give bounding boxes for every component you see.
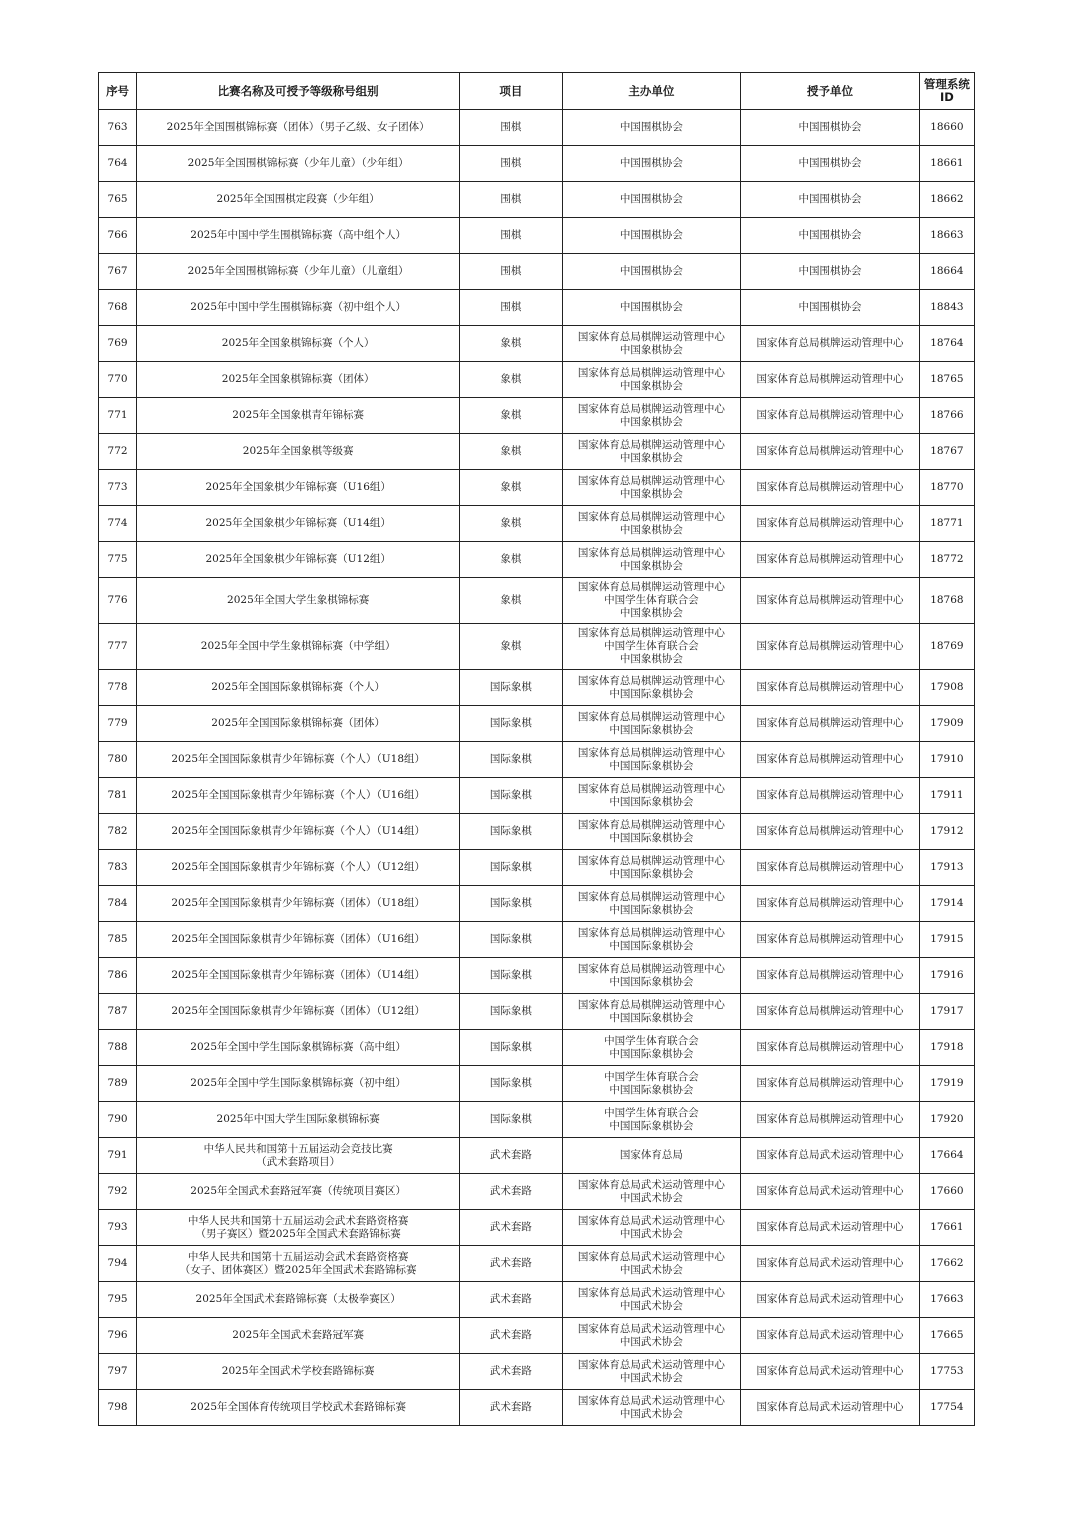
- cell-organizer: 国家体育总局棋牌运动管理中心 中国国际象棋协会: [562, 994, 741, 1030]
- cell-event-name: 2025年全国武术学校套路锦标赛: [137, 1354, 460, 1390]
- cell-grantor: 国家体育总局棋牌运动管理中心: [741, 398, 920, 434]
- cell-no: 780: [99, 742, 137, 778]
- cell-no: 767: [99, 254, 137, 290]
- cell-no: 775: [99, 542, 137, 578]
- cell-organizer: 国家体育总局武术运动管理中心 中国武术协会: [562, 1210, 741, 1246]
- cell-grantor: 国家体育总局棋牌运动管理中心: [741, 470, 920, 506]
- table-row: [99, 922, 975, 958]
- cell-system-id: 18766: [919, 398, 974, 434]
- table-row: [99, 218, 975, 254]
- cell-sport: 武术套路: [460, 1354, 562, 1390]
- cell-organizer: 国家体育总局棋牌运动管理中心 中国国际象棋协会: [562, 922, 741, 958]
- cell-sport: 围棋: [460, 218, 562, 254]
- cell-no: 784: [99, 886, 137, 922]
- table-row: [99, 578, 975, 624]
- cell-grantor: 国家体育总局棋牌运动管理中心: [741, 670, 920, 706]
- cell-grantor: 国家体育总局棋牌运动管理中心: [741, 1066, 920, 1102]
- table-row: [99, 182, 975, 218]
- cell-grantor: 国家体育总局武术运动管理中心: [741, 1282, 920, 1318]
- table-row: [99, 398, 975, 434]
- cell-no: 773: [99, 470, 137, 506]
- header-organizer: 主办单位: [562, 73, 741, 110]
- cell-sport: 国际象棋: [460, 814, 562, 850]
- cell-sport: 象棋: [460, 362, 562, 398]
- cell-no: 772: [99, 434, 137, 470]
- cell-sport: 国际象棋: [460, 1066, 562, 1102]
- cell-sport: 象棋: [460, 624, 562, 670]
- cell-sport: 国际象棋: [460, 994, 562, 1030]
- cell-sport: 国际象棋: [460, 670, 562, 706]
- table-row: [99, 886, 975, 922]
- table-row: [99, 506, 975, 542]
- cell-event-name: 2025年全国象棋等级赛: [137, 434, 460, 470]
- cell-system-id: 18843: [919, 290, 974, 326]
- cell-event-name: 2025年中国大学生国际象棋锦标赛: [137, 1102, 460, 1138]
- cell-system-id: 17920: [919, 1102, 974, 1138]
- cell-no: 768: [99, 290, 137, 326]
- cell-organizer: 国家体育总局棋牌运动管理中心 中国象棋协会: [562, 398, 741, 434]
- cell-organizer: 中国围棋协会: [562, 110, 741, 146]
- cell-grantor: 国家体育总局武术运动管理中心: [741, 1354, 920, 1390]
- table-row: [99, 1174, 975, 1210]
- cell-system-id: 18663: [919, 218, 974, 254]
- cell-system-id: 18660: [919, 110, 974, 146]
- cell-system-id: 17910: [919, 742, 974, 778]
- cell-grantor: 中国围棋协会: [741, 254, 920, 290]
- table-row: [99, 434, 975, 470]
- cell-system-id: 17660: [919, 1174, 974, 1210]
- cell-no: 797: [99, 1354, 137, 1390]
- cell-sport: 象棋: [460, 506, 562, 542]
- cell-grantor: 国家体育总局棋牌运动管理中心: [741, 326, 920, 362]
- cell-organizer: 中国学生体育联合会 中国国际象棋协会: [562, 1030, 741, 1066]
- cell-sport: 国际象棋: [460, 922, 562, 958]
- cell-event-name: 2025年全国大学生象棋锦标赛: [137, 578, 460, 624]
- cell-organizer: 国家体育总局武术运动管理中心 中国武术协会: [562, 1246, 741, 1282]
- cell-event-name: 中华人民共和国第十五届运动会武术套路资格赛 （男子赛区）暨2025年全国武术套路锦标赛: [137, 1210, 460, 1246]
- table-row: [99, 994, 975, 1030]
- cell-sport: 围棋: [460, 182, 562, 218]
- cell-system-id: 18767: [919, 434, 974, 470]
- cell-event-name: 2025年全国国际象棋青少年锦标赛（个人）（U14组）: [137, 814, 460, 850]
- cell-sport: 国际象棋: [460, 1030, 562, 1066]
- cell-grantor: 中国围棋协会: [741, 110, 920, 146]
- cell-system-id: 17665: [919, 1318, 974, 1354]
- cell-grantor: 国家体育总局武术运动管理中心: [741, 1210, 920, 1246]
- cell-sport: 象棋: [460, 542, 562, 578]
- cell-no: 770: [99, 362, 137, 398]
- cell-event-name: 2025年全国围棋定段赛（少年组）: [137, 182, 460, 218]
- cell-no: 796: [99, 1318, 137, 1354]
- cell-no: 766: [99, 218, 137, 254]
- cell-no: 793: [99, 1210, 137, 1246]
- cell-system-id: 17753: [919, 1354, 974, 1390]
- cell-system-id: 17661: [919, 1210, 974, 1246]
- table-row: [99, 958, 975, 994]
- cell-event-name: 2025年中国中学生围棋锦标赛（初中组个人）: [137, 290, 460, 326]
- cell-system-id: 17663: [919, 1282, 974, 1318]
- cell-no: 787: [99, 994, 137, 1030]
- cell-no: 785: [99, 922, 137, 958]
- table-row: [99, 290, 975, 326]
- cell-grantor: 国家体育总局棋牌运动管理中心: [741, 922, 920, 958]
- cell-no: 798: [99, 1390, 137, 1426]
- cell-grantor: 国家体育总局棋牌运动管理中心: [741, 1030, 920, 1066]
- events-table: [98, 72, 975, 1426]
- cell-system-id: 18664: [919, 254, 974, 290]
- cell-grantor: 国家体育总局棋牌运动管理中心: [741, 578, 920, 624]
- cell-organizer: 国家体育总局棋牌运动管理中心 中国国际象棋协会: [562, 742, 741, 778]
- cell-grantor: 国家体育总局棋牌运动管理中心: [741, 850, 920, 886]
- cell-system-id: 17664: [919, 1138, 974, 1174]
- cell-sport: 象棋: [460, 578, 562, 624]
- cell-event-name: 中华人民共和国第十五届运动会竞技比赛 （武术套路项目）: [137, 1138, 460, 1174]
- cell-grantor: 国家体育总局棋牌运动管理中心: [741, 362, 920, 398]
- cell-grantor: 国家体育总局棋牌运动管理中心: [741, 958, 920, 994]
- cell-sport: 武术套路: [460, 1210, 562, 1246]
- cell-organizer: 国家体育总局武术运动管理中心 中国武术协会: [562, 1282, 741, 1318]
- cell-organizer: 国家体育总局棋牌运动管理中心 中国国际象棋协会: [562, 886, 741, 922]
- cell-organizer: 国家体育总局棋牌运动管理中心 中国国际象棋协会: [562, 706, 741, 742]
- cell-grantor: 国家体育总局武术运动管理中心: [741, 1138, 920, 1174]
- table-row: [99, 326, 975, 362]
- cell-event-name: 2025年全国象棋锦标赛（团体）: [137, 362, 460, 398]
- cell-organizer: 中国围棋协会: [562, 146, 741, 182]
- cell-sport: 武术套路: [460, 1318, 562, 1354]
- table-header: [99, 73, 975, 110]
- cell-system-id: 18765: [919, 362, 974, 398]
- cell-grantor: 中国围棋协会: [741, 218, 920, 254]
- cell-grantor: 国家体育总局棋牌运动管理中心: [741, 506, 920, 542]
- cell-no: 781: [99, 778, 137, 814]
- table-row: [99, 624, 975, 670]
- cell-no: 776: [99, 578, 137, 624]
- cell-grantor: 国家体育总局棋牌运动管理中心: [741, 742, 920, 778]
- cell-organizer: 国家体育总局棋牌运动管理中心 中国象棋协会: [562, 326, 741, 362]
- cell-system-id: 17914: [919, 886, 974, 922]
- table-row: [99, 1282, 975, 1318]
- cell-organizer: 中国围棋协会: [562, 182, 741, 218]
- cell-organizer: 国家体育总局棋牌运动管理中心 中国国际象棋协会: [562, 850, 741, 886]
- cell-grantor: 中国围棋协会: [741, 182, 920, 218]
- cell-no: 794: [99, 1246, 137, 1282]
- cell-organizer: 国家体育总局棋牌运动管理中心 中国国际象棋协会: [562, 670, 741, 706]
- cell-system-id: 17911: [919, 778, 974, 814]
- table-row: [99, 362, 975, 398]
- cell-grantor: 国家体育总局棋牌运动管理中心: [741, 814, 920, 850]
- cell-no: 795: [99, 1282, 137, 1318]
- cell-organizer: 国家体育总局棋牌运动管理中心 中国象棋协会: [562, 470, 741, 506]
- cell-organizer: 国家体育总局武术运动管理中心 中国武术协会: [562, 1390, 741, 1426]
- cell-no: 764: [99, 146, 137, 182]
- cell-organizer: 国家体育总局: [562, 1138, 741, 1174]
- cell-system-id: 17915: [919, 922, 974, 958]
- cell-event-name: 2025年全国象棋少年锦标赛（U14组）: [137, 506, 460, 542]
- cell-organizer: 中国学生体育联合会 中国国际象棋协会: [562, 1066, 741, 1102]
- cell-system-id: 17662: [919, 1246, 974, 1282]
- cell-sport: 国际象棋: [460, 742, 562, 778]
- cell-sport: 国际象棋: [460, 706, 562, 742]
- table-row: [99, 850, 975, 886]
- cell-organizer: 国家体育总局武术运动管理中心 中国武术协会: [562, 1354, 741, 1390]
- table-row: [99, 778, 975, 814]
- table-row: [99, 1246, 975, 1282]
- cell-event-name: 2025年全国围棋锦标赛（团体）（男子乙级、女子团体）: [137, 110, 460, 146]
- cell-sport: 国际象棋: [460, 1102, 562, 1138]
- cell-event-name: 2025年全国国际象棋青少年锦标赛（团体）（U16组）: [137, 922, 460, 958]
- cell-grantor: 国家体育总局武术运动管理中心: [741, 1174, 920, 1210]
- cell-system-id: 17909: [919, 706, 974, 742]
- table-row: [99, 470, 975, 506]
- cell-event-name: 2025年全国象棋少年锦标赛（U16组）: [137, 470, 460, 506]
- cell-grantor: 国家体育总局棋牌运动管理中心: [741, 706, 920, 742]
- cell-organizer: 中国围棋协会: [562, 290, 741, 326]
- cell-no: 763: [99, 110, 137, 146]
- cell-sport: 围棋: [460, 290, 562, 326]
- cell-system-id: 18769: [919, 624, 974, 670]
- cell-system-id: 18764: [919, 326, 974, 362]
- cell-sport: 围棋: [460, 146, 562, 182]
- table-row: [99, 254, 975, 290]
- cell-organizer: 国家体育总局棋牌运动管理中心 中国国际象棋协会: [562, 778, 741, 814]
- cell-system-id: 17754: [919, 1390, 974, 1426]
- header-row: [99, 73, 975, 110]
- cell-system-id: 18661: [919, 146, 974, 182]
- table-row: [99, 1066, 975, 1102]
- cell-sport: 武术套路: [460, 1390, 562, 1426]
- table-row: [99, 1318, 975, 1354]
- cell-sport: 武术套路: [460, 1246, 562, 1282]
- cell-sport: 武术套路: [460, 1174, 562, 1210]
- header-system-id: 管理系统 ID: [919, 73, 974, 110]
- cell-grantor: 国家体育总局棋牌运动管理中心: [741, 994, 920, 1030]
- cell-no: 788: [99, 1030, 137, 1066]
- cell-organizer: 国家体育总局棋牌运动管理中心 中国国际象棋协会: [562, 958, 741, 994]
- cell-sport: 国际象棋: [460, 850, 562, 886]
- header-name: 比赛名称及可授予等级称号组别: [137, 73, 460, 110]
- cell-event-name: 2025年中国中学生围棋锦标赛（高中组个人）: [137, 218, 460, 254]
- cell-grantor: 国家体育总局武术运动管理中心: [741, 1246, 920, 1282]
- cell-grantor: 国家体育总局棋牌运动管理中心: [741, 886, 920, 922]
- cell-system-id: 17912: [919, 814, 974, 850]
- cell-no: 771: [99, 398, 137, 434]
- table-row: [99, 742, 975, 778]
- cell-organizer: 中国学生体育联合会 中国国际象棋协会: [562, 1102, 741, 1138]
- cell-event-name: 2025年全国中学生象棋锦标赛（中学组）: [137, 624, 460, 670]
- cell-no: 774: [99, 506, 137, 542]
- cell-event-name: 2025年全国中学生国际象棋锦标赛（高中组）: [137, 1030, 460, 1066]
- cell-no: 765: [99, 182, 137, 218]
- cell-event-name: 2025年全国国际象棋锦标赛（个人）: [137, 670, 460, 706]
- cell-grantor: 中国围棋协会: [741, 146, 920, 182]
- cell-event-name: 2025年全国象棋锦标赛（个人）: [137, 326, 460, 362]
- cell-organizer: 国家体育总局棋牌运动管理中心 中国国际象棋协会: [562, 814, 741, 850]
- cell-no: 790: [99, 1102, 137, 1138]
- cell-grantor: 国家体育总局棋牌运动管理中心: [741, 542, 920, 578]
- cell-grantor: 国家体育总局棋牌运动管理中心: [741, 778, 920, 814]
- cell-no: 782: [99, 814, 137, 850]
- cell-organizer: 国家体育总局棋牌运动管理中心 中国学生体育联合会 中国象棋协会: [562, 624, 741, 670]
- table-row: [99, 670, 975, 706]
- cell-system-id: 17917: [919, 994, 974, 1030]
- cell-sport: 围棋: [460, 110, 562, 146]
- table-row: [99, 814, 975, 850]
- cell-event-name: 2025年全国国际象棋青少年锦标赛（团体）（U12组）: [137, 994, 460, 1030]
- cell-event-name: 2025年全国国际象棋青少年锦标赛（个人）（U12组）: [137, 850, 460, 886]
- cell-organizer: 国家体育总局棋牌运动管理中心 中国象棋协会: [562, 362, 741, 398]
- table-row: [99, 1030, 975, 1066]
- table-row: [99, 542, 975, 578]
- cell-event-name: 2025年全国国际象棋青少年锦标赛（团体）（U14组）: [137, 958, 460, 994]
- cell-grantor: 国家体育总局武术运动管理中心: [741, 1390, 920, 1426]
- cell-organizer: 国家体育总局武术运动管理中心 中国武术协会: [562, 1174, 741, 1210]
- cell-grantor: 国家体育总局武术运动管理中心: [741, 1318, 920, 1354]
- cell-no: 789: [99, 1066, 137, 1102]
- cell-organizer: 中国围棋协会: [562, 254, 741, 290]
- cell-sport: 象棋: [460, 398, 562, 434]
- cell-event-name: 2025年全国象棋青年锦标赛: [137, 398, 460, 434]
- cell-event-name: 2025年全国武术套路锦标赛（太极拳赛区）: [137, 1282, 460, 1318]
- cell-event-name: 2025年全国武术套路冠军赛（传统项目赛区）: [137, 1174, 460, 1210]
- cell-system-id: 17908: [919, 670, 974, 706]
- cell-sport: 国际象棋: [460, 778, 562, 814]
- cell-no: 779: [99, 706, 137, 742]
- cell-grantor: 中国围棋协会: [741, 290, 920, 326]
- cell-system-id: 18772: [919, 542, 974, 578]
- cell-system-id: 17913: [919, 850, 974, 886]
- cell-event-name: 2025年全国围棋锦标赛（少年儿童）（儿童组）: [137, 254, 460, 290]
- cell-no: 777: [99, 624, 137, 670]
- header-no: 序号: [99, 73, 137, 110]
- table-row: [99, 1390, 975, 1426]
- cell-system-id: 17918: [919, 1030, 974, 1066]
- cell-system-id: 18662: [919, 182, 974, 218]
- cell-sport: 象棋: [460, 326, 562, 362]
- cell-grantor: 国家体育总局棋牌运动管理中心: [741, 1102, 920, 1138]
- cell-event-name: 2025年全国围棋锦标赛（少年儿童）（少年组）: [137, 146, 460, 182]
- cell-event-name: 中华人民共和国第十五届运动会武术套路资格赛 （女子、团体赛区）暨2025年全国武术套路锦标赛: [137, 1246, 460, 1282]
- cell-event-name: 2025年全国体育传统项目学校武术套路锦标赛: [137, 1390, 460, 1426]
- table-row: [99, 146, 975, 182]
- cell-sport: 围棋: [460, 254, 562, 290]
- header-sport: 项目: [460, 73, 562, 110]
- cell-organizer: 国家体育总局棋牌运动管理中心 中国象棋协会: [562, 542, 741, 578]
- cell-no: 778: [99, 670, 137, 706]
- cell-no: 786: [99, 958, 137, 994]
- cell-system-id: 17916: [919, 958, 974, 994]
- cell-event-name: 2025年全国国际象棋青少年锦标赛（团体）（U18组）: [137, 886, 460, 922]
- table-row: [99, 1210, 975, 1246]
- cell-no: 791: [99, 1138, 137, 1174]
- cell-event-name: 2025年全国象棋少年锦标赛（U12组）: [137, 542, 460, 578]
- cell-sport: 象棋: [460, 470, 562, 506]
- cell-organizer: 国家体育总局武术运动管理中心 中国武术协会: [562, 1318, 741, 1354]
- cell-grantor: 国家体育总局棋牌运动管理中心: [741, 624, 920, 670]
- cell-no: 769: [99, 326, 137, 362]
- table-row: [99, 1354, 975, 1390]
- cell-organizer: 国家体育总局棋牌运动管理中心 中国象棋协会: [562, 506, 741, 542]
- table-row: [99, 110, 975, 146]
- cell-sport: 象棋: [460, 434, 562, 470]
- cell-system-id: 18770: [919, 470, 974, 506]
- table-row: [99, 1138, 975, 1174]
- cell-organizer: 国家体育总局棋牌运动管理中心 中国象棋协会: [562, 434, 741, 470]
- cell-sport: 国际象棋: [460, 958, 562, 994]
- cell-event-name: 2025年全国武术套路冠军赛: [137, 1318, 460, 1354]
- cell-sport: 武术套路: [460, 1282, 562, 1318]
- cell-organizer: 中国围棋协会: [562, 218, 741, 254]
- table-row: [99, 706, 975, 742]
- cell-system-id: 18771: [919, 506, 974, 542]
- cell-grantor: 国家体育总局棋牌运动管理中心: [741, 434, 920, 470]
- cell-organizer: 国家体育总局棋牌运动管理中心 中国学生体育联合会 中国象棋协会: [562, 578, 741, 624]
- cell-sport: 国际象棋: [460, 886, 562, 922]
- cell-sport: 武术套路: [460, 1138, 562, 1174]
- cell-event-name: 2025年全国国际象棋青少年锦标赛（个人）（U16组）: [137, 778, 460, 814]
- cell-event-name: 2025年全国国际象棋青少年锦标赛（个人）（U18组）: [137, 742, 460, 778]
- cell-no: 792: [99, 1174, 137, 1210]
- cell-no: 783: [99, 850, 137, 886]
- table-body: [99, 110, 975, 1426]
- cell-event-name: 2025年全国国际象棋锦标赛（团体）: [137, 706, 460, 742]
- cell-event-name: 2025年全国中学生国际象棋锦标赛（初中组）: [137, 1066, 460, 1102]
- header-grantor: 授予单位: [741, 73, 920, 110]
- table-row: [99, 1102, 975, 1138]
- cell-system-id: 18768: [919, 578, 974, 624]
- cell-system-id: 17919: [919, 1066, 974, 1102]
